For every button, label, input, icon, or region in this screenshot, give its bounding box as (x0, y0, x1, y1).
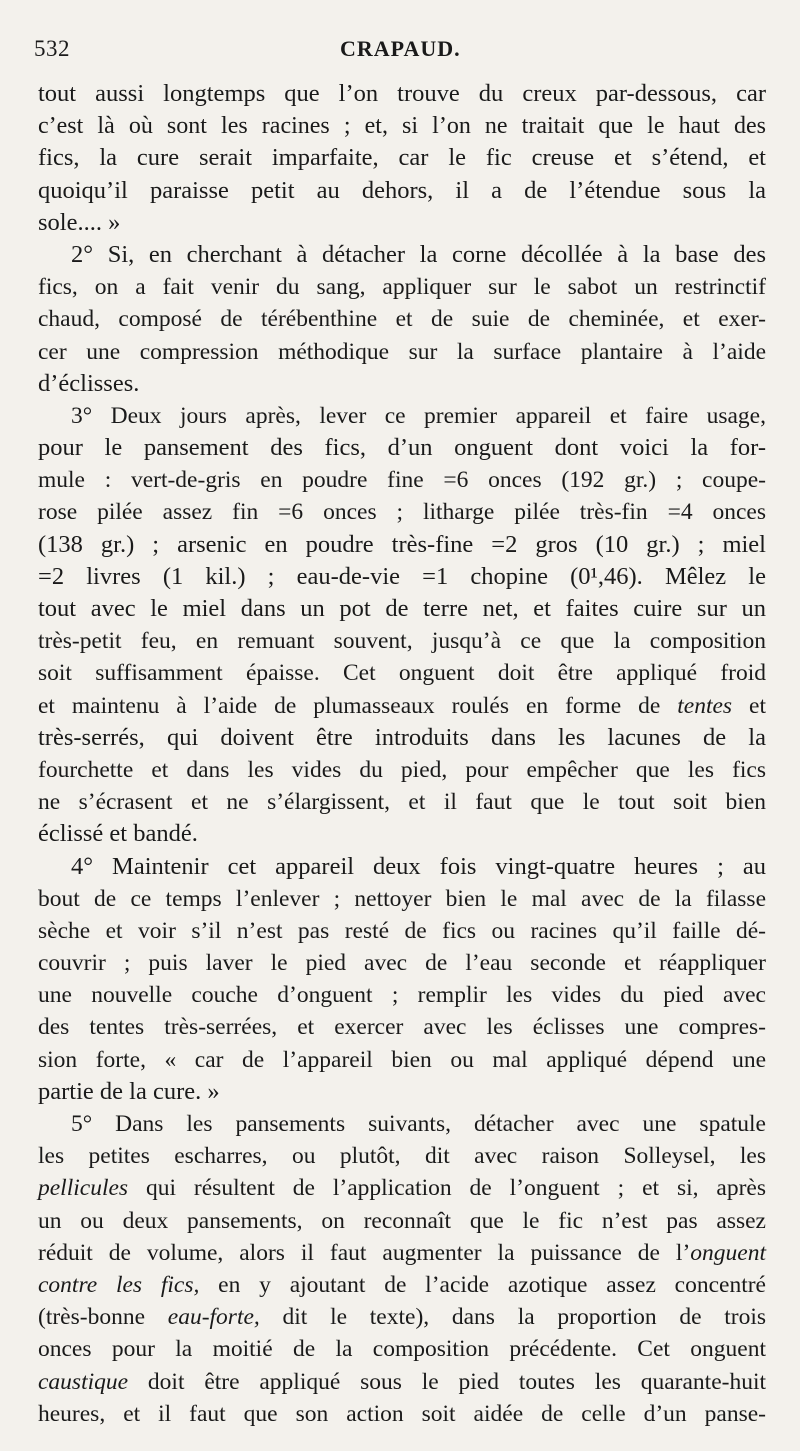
text-line: fourchette et dans les vides du pied, pour empêcher que les fics (38, 756, 766, 783)
body-text (38, 78, 766, 1430)
text-line: réduit de volume, alors il faut augmenter la puissance de l’onguent (38, 1239, 766, 1266)
text-line: quoiqu’il paraisse petit au dehors, il a de l’étendue sous la (38, 176, 766, 204)
text-line: 2° Si, en cherchant à détacher la corne décollée à la base des (71, 240, 766, 268)
text-line: soit suffisamment épaisse. Cet onguent doit être appliqué froid (38, 660, 766, 687)
text-line: contre les fics, en y ajoutant de l’acide azotique assez concentré (38, 1271, 766, 1298)
text-line: tout avec le miel dans un pot de terre net, et faites cuire sur un (38, 595, 766, 622)
italic-term: pellicules (38, 1175, 129, 1202)
text-line: d’éclisses. (38, 369, 140, 397)
text-line: fics, on a fait venir du sang, appliquer sur le sabot un restrinctif (38, 274, 766, 301)
text-line: pour le pansement des fics, d’un onguent dont voici la for- (38, 434, 766, 462)
text-line: très-serrés, qui doivent être introduits dans les lacunes de la (38, 723, 766, 751)
text-line: bout de ce temps l’enlever ; nettoyer bien le mal avec de la filasse (38, 885, 766, 912)
text-line: rose pilée assez fin =6 onces ; litharge pilée très-fin =4 onces (38, 499, 766, 526)
text-line: (138 gr.) ; arsenic en poudre très-fine =2 gros (10 gr.) ; miel (38, 530, 766, 558)
text-line: éclissé et bandé. (38, 820, 198, 848)
text-line: tout aussi longtemps que l’on trouve du creux par-dessous, car (38, 80, 766, 107)
text-line: un ou deux pansements, on reconnaît que le fic n’est pas assez (38, 1207, 766, 1234)
text-line: couvrir ; puis laver le pied avec de l’eau seconde et réappliquer (38, 950, 766, 977)
text-line: sole.... » (38, 208, 121, 236)
running-title: CRAPAUD. (340, 36, 461, 61)
text-line: des tentes très-serrées, et exercer avec les éclisses une compres- (38, 1014, 766, 1041)
italic-term: caustique (38, 1368, 129, 1395)
text-line: partie de la cure. » (38, 1077, 220, 1105)
text-line: mule : vert-de-gris en poudre fine =6 onces (192 gr.) ; coupe- (38, 467, 766, 494)
text-line: 5° Dans les pansements suivants, détacher avec une spatule (71, 1111, 766, 1137)
text-line: ne s’écrasent et ne s’élargissent, et il faut que le tout soit bien (38, 789, 766, 816)
text-line: c’est là où sont les racines ; et, si l’on ne traitait que le haut des (38, 113, 766, 140)
text-line: pellicules qui résultent de l’application de l’onguent ; et si, après (38, 1175, 766, 1202)
text-line: les petites escharres, ou plutôt, dit avec raison Solleysel, les (38, 1143, 766, 1170)
text-line: heures, et il faut que son action soit aidée de celle d’un panse- (38, 1400, 766, 1427)
text-line: caustique doit être appliqué sous le pied toutes les quarante-huit (38, 1368, 767, 1395)
text-line: (très-bonne eau-forte, dit le texte), dans la proportion de trois (38, 1304, 767, 1331)
text-line: fics, la cure serait imparfaite, car le fic creuse et s’étend, et (38, 144, 766, 172)
italic-term: eau-forte, (167, 1304, 260, 1331)
text-line: cer une compression méthodique sur la surface plantaire à l’aide (38, 338, 766, 365)
text-line: et maintenu à l’aide de plumasseaux roulés en forme de tentes et (38, 692, 767, 719)
text-line: sion forte, « car de l’appareil bien ou mal appliqué dépend une (38, 1046, 766, 1073)
text-line: 3° Deux jours après, lever ce premier appareil et faire usage, (71, 402, 766, 429)
text-line: une nouvelle couche d’onguent ; remplir les vides du pied avec (38, 982, 766, 1009)
page-number: 532 (34, 36, 70, 61)
text-line: chaud, composé de térébenthine et de suie de cheminée, et exer- (38, 306, 766, 333)
running-head (0, 30, 800, 70)
text-line: =2 livres (1 kil.) ; eau-de-vie =1 chopine (0¹,46). Mêlez le (38, 562, 766, 590)
text-line: sèche et voir s’il n’est pas resté de fics ou racines qu’il faille dé- (38, 917, 766, 944)
italic-term: contre les fics, (38, 1271, 200, 1298)
text-line: onces pour la moitié de la composition précédente. Cet onguent (38, 1336, 766, 1363)
text-line: très-petit feu, en remuant souvent, jusqu’à ce que la composition (38, 628, 766, 655)
text-line: 4° Maintenir cet appareil deux fois vingt-quatre heures ; au (71, 852, 766, 880)
italic-term: onguent (690, 1239, 766, 1266)
italic-term: tentes (677, 692, 733, 719)
